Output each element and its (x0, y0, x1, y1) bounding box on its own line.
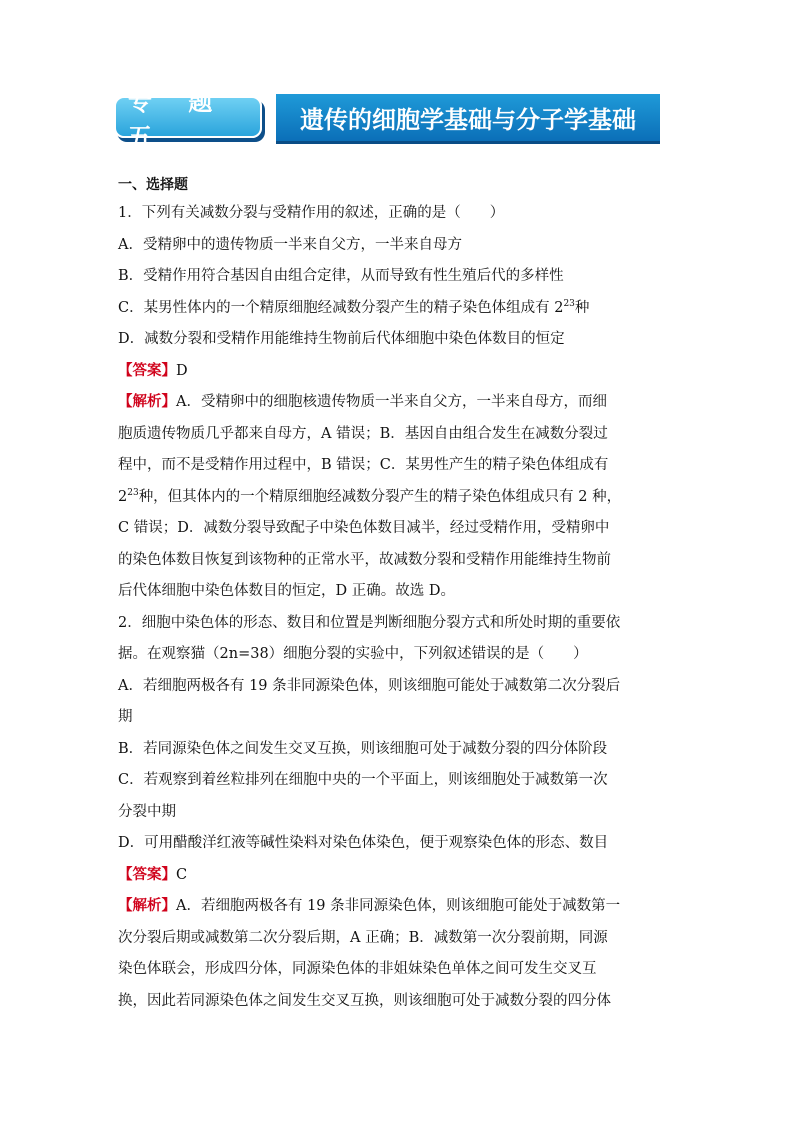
analysis-line: 换，因此若同源染色体之间发生交叉互换，则该细胞可处于减数分裂的四分体 (118, 992, 611, 1009)
option-b: B．若同源染色体之间发生交叉互换，则该细胞可处于减数分裂的四分体阶段 (118, 740, 608, 757)
topic-title: 遗传的细胞学基础与分子学基础 (276, 94, 660, 144)
option-c (118, 293, 678, 325)
question-2 (118, 608, 678, 1018)
question-stem: 2．细胞中染色体的形态、数目和位置是判断细胞分裂方式和所处时期的重要依 (118, 614, 621, 631)
option-a-cont: 期 (118, 709, 133, 725)
option-a: A．受精卵中的遗传物质一半来自父方，一半来自母方 (118, 236, 462, 253)
analysis-line: 胞质遗传物质几乎都来自母方，A 错误；B．基因自由组合发生在减数分裂过 (118, 425, 608, 442)
answer-line (118, 356, 678, 388)
exponent: 23 (563, 298, 575, 309)
option-b: B．受精作用符合基因自由组合定律，从而导致有性生殖后代的多样性 (118, 268, 564, 284)
topic-header (114, 88, 660, 151)
answer-line (118, 860, 678, 892)
option-a: A．若细胞两极各有 19 条非同源染色体，则该细胞可能处于减数第二次分裂后 (118, 677, 621, 694)
answer-tag: 【答案】 (118, 866, 176, 883)
question-1 (118, 198, 678, 608)
option-d: D．可用醋酸洋红液等碱性染料对染色体染色，便于观察染色体的形态、数目 (118, 835, 609, 851)
option-c-suffix: 种 (574, 299, 590, 316)
answer-value: D (176, 362, 188, 379)
option-c-text: C．某男性体内的一个精原细胞经减数分裂产生的精子染色体组成有 2 (118, 299, 564, 316)
analysis-text: A．若细胞两极各有 19 条非同源染色体，则该细胞可能处于减数第一 (176, 898, 621, 914)
section-heading: 一、选择题 (118, 177, 188, 193)
answer-value: C (176, 866, 188, 883)
analysis-tag: 【解析】 (118, 898, 176, 914)
analysis-line (118, 482, 678, 514)
analysis-line (118, 891, 678, 923)
document-body (118, 172, 678, 1017)
analysis-line: 后代体细胞中染色体数目的恒定，D 正确。故选 D。 (118, 583, 455, 599)
analysis-text: 种，但其体内的一个精原细胞经减数分裂产生的精子染色体组成只有 2 种， (138, 488, 622, 505)
option-d: D．减数分裂和受精作用能维持生物前后代体细胞中染色体数目的恒定 (118, 331, 565, 347)
analysis-line: 次分裂后期或减数第二次分裂后期，A 正确；B．减数第一次分裂前期，同源 (118, 929, 608, 946)
analysis-text: A．受精卵中的细胞核遗传物质一半来自父方，一半来自母方，而细 (176, 394, 607, 410)
analysis-line: C 错误；D．减数分裂导致配子中染色体数目减半，经过受精作用，受精卵中 (118, 520, 610, 536)
analysis-line: 的染色体数目恢复到该物种的正常水平，故减数分裂和受精作用能维持生物前 (118, 551, 611, 568)
analysis-line: 程中，而不是受精作用过程中，B 错误；C．某男性产生的精子染色体组成有 (118, 457, 609, 473)
analysis-line (118, 387, 678, 419)
option-c: C．若观察到着丝粒排列在细胞中央的一个平面上，则该细胞处于减数第一次 (118, 772, 608, 788)
analysis-base: 2 (118, 488, 128, 505)
answer-tag: 【答案】 (118, 362, 176, 379)
analysis-tag: 【解析】 (118, 394, 176, 410)
question-stem: 据。在观察猫（2n=38）细胞分裂的实验中，下列叙述错误的是（ ） (118, 646, 588, 662)
exponent: 23 (127, 487, 139, 498)
analysis-line: 染色体联会，形成四分体，同源染色体的非姐妹染色单体之间可发生交叉互 (118, 961, 597, 977)
option-c-cont: 分裂中期 (118, 803, 176, 820)
topic-label: 专 题 五 (114, 96, 262, 138)
question-stem: 1．下列有关减数分裂与受精作用的叙述，正确的是（ ） (118, 205, 505, 221)
